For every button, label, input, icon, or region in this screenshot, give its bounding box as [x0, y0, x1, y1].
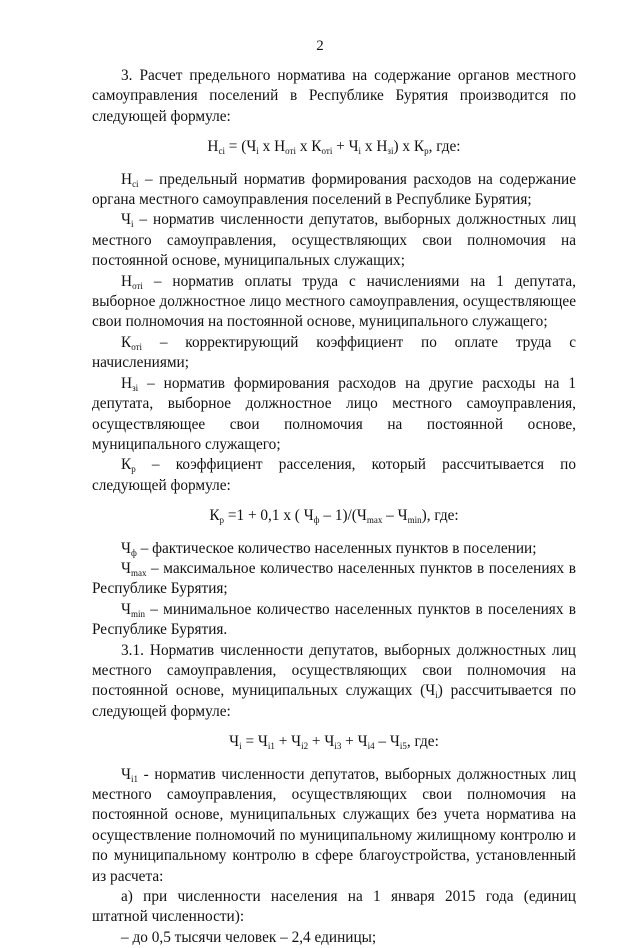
- page-number: 2: [316, 38, 324, 54]
- item-a: а) при численности населения на 1 января 2015 года (единиц штатной численности):: [92, 888, 576, 926]
- definition-chf: $Ч_ф$ – фактическое количество населенных пунктов в поселении;: [121, 539, 537, 558]
- definition-chi1: $Ч_{i1}$ - норматив численности депутатов, выборных должностных лиц местного самоуправления, осуществляющих свои полномочия на постоянной основе, муниципальных служащих без учета норматива на осуществление полномочий по муниципальному жилищному контролю и по муниципальному контролю в сфере благоустройства, установленный из расчета:: [92, 765, 576, 885]
- definition-koti: $К_{отi}$ – корректирующий коэффициент по оплате труда с начислениями;: [92, 333, 576, 372]
- definition-chmax: $Ч_{max}$ – максимальное количество населенных пунктов в поселениях в Республике Бурятия;: [92, 559, 576, 598]
- definition-chi: $Ч_i$ – норматив численности депутатов, выборных должностных лиц местного самоуправления, осуществляющих свои полномочия на постоянной основе, муниципальных служащих;: [92, 211, 576, 270]
- definition-hzi: $Н_{зi}$ – норматив формирования расходов на другие расходы на 1 депутата, выборное должностное лицо местного самоуправления, осуществляющее свои полномочия на постоянной основе, муниципального служащего;: [92, 374, 576, 453]
- section-3-1-intro: 3.1. Норматив численности депутатов, выборных должностных лиц местного самоуправления, осуществляющих свои полномочия на постоянной основе, муниципальных служащих $(Ч_i)$ рассчитывается по следующей формуле:: [92, 641, 576, 720]
- formula-kp: $К_р =1 + 0,1$ х ( $Ч_ф - 1)/(Ч_{max} - Ч_{min})$, где:: [209, 507, 459, 526]
- definition-hoti: $Н_{отi}$ – норматив оплаты труда с начислениями на 1 депутата, выборное должностное лицо местного самоуправления, осуществляющее свои полномочия на постоянной основе, муниципального служащего;: [92, 272, 576, 331]
- item-a-line-1: – до 0,5 тысячи человек – 2,4 единицы;: [121, 928, 377, 946]
- definition-chmin: $Ч_{min}$ – минимальное количество населенных пунктов в поселениях в Республике Бурятия.: [92, 600, 576, 639]
- definition-kp: $К_р$ – коэффициент расселения, который рассчитывается по следующей формуле:: [92, 456, 576, 494]
- section-3-intro: 3. Расчет предельного норматива на содержание органов местного самоуправления поселений в Республике Бурятия производится по следующей формуле:: [92, 67, 576, 125]
- formula-chi: $Ч_i = Ч_{i1} + Ч_{i2} + Ч_{i3} + Ч_{i4} - Ч_{i5}$, где:: [229, 733, 439, 752]
- formula-hci: $Н_{сi} = (Ч_i$ х $Н_{отi}$ х $К_{отi} + Ч_i$ х $Н_{зi}$) х $К_р$, где:: [207, 138, 461, 157]
- definition-hci: $Н_{сi}$ – предельный норматив формирования расходов на содержание органа местного самоуправления поселений в Республике Бурятия;: [92, 170, 576, 209]
- document-body: [92, 66, 576, 948]
